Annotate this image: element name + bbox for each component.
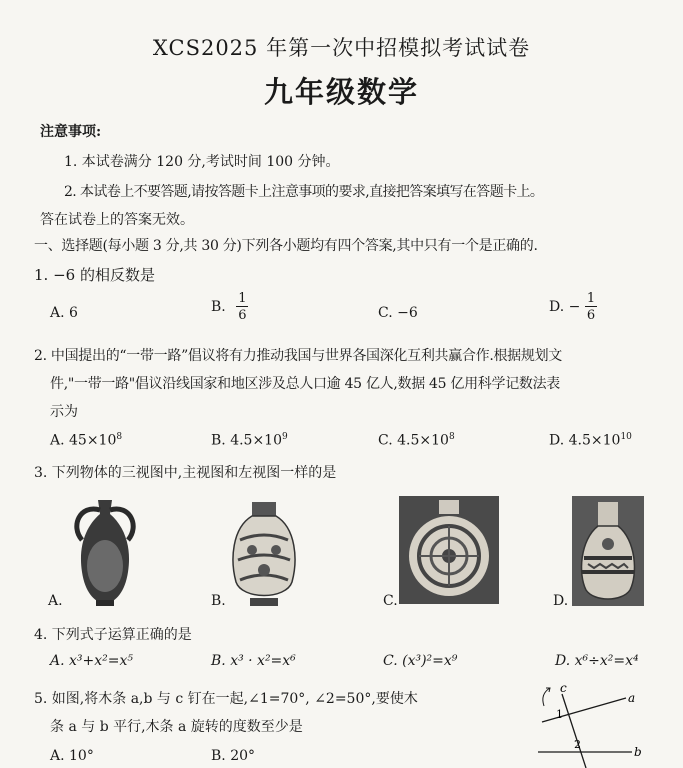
q2-option-d: [549, 432, 632, 449]
exam-subject: 九年级数学: [263, 75, 419, 109]
q1-option-d-label: D. −: [549, 299, 581, 315]
q2-option-a: [50, 432, 122, 449]
q4-option-b: B. x³ · x²=x⁶: [211, 653, 296, 669]
vase-b-image: [222, 500, 306, 608]
notice-item-2-cont: 答在试卷上的答案无效。: [40, 212, 194, 228]
q1-option-b-label: B.: [211, 299, 226, 315]
option-base: D. 4.5×10: [549, 432, 621, 449]
exam-title: XCS2025 年第一次中招模拟考试试卷: [152, 36, 531, 60]
option-base: B. 4.5×10: [211, 432, 282, 449]
notice-item-2: 2. 本试卷上不要答题,请按答题卡上注意事项的要求,直接把答案填写在答题卡上。: [64, 184, 544, 200]
notice-item-1: 1. 本试卷满分 120 分,考试时间 100 分钟。: [64, 154, 340, 170]
q2-option-c: [378, 432, 455, 449]
label-a: a: [628, 691, 636, 705]
vase-c-image: [399, 496, 499, 604]
q1-option-b-fraction: [236, 292, 248, 322]
q3-option-d: D.: [553, 593, 569, 609]
q1-option-c: C. −6: [378, 305, 418, 321]
fraction-denominator: 6: [238, 308, 247, 323]
q5-figure: [522, 680, 652, 768]
q2-option-b: [211, 432, 288, 449]
vase-d-image: [572, 496, 644, 606]
q1-option-a: A. 6: [50, 305, 78, 321]
option-exponent: 8: [448, 432, 455, 442]
q4-stem: 4. 下列式子运算正确的是: [34, 627, 192, 643]
q4-option-d: D. x⁶÷x²=x⁴: [555, 653, 639, 669]
label-b: b: [634, 745, 642, 759]
q5-option-b: B. 20°: [211, 748, 256, 764]
q3-stem: 3. 下列物体的三视图中,主视图和左视图一样的是: [34, 465, 337, 481]
option-base: C. 4.5×10: [378, 432, 449, 449]
q1-option-d-fraction: [585, 292, 597, 322]
fraction-numerator: 1: [586, 291, 596, 306]
q4-option-a: A. x³+x²=x⁵: [50, 653, 133, 669]
label-angle-1: 1: [556, 708, 563, 721]
notice-heading: 注意事项:: [40, 124, 102, 140]
q5-stem-line-1: 5. 如图,将木条 a,b 与 c 钉在一起,∠1=70°, ∠2=50°,要使木: [34, 691, 418, 707]
q4-option-c: C. (x³)²=x⁹: [383, 653, 458, 669]
q5-stem-line-2: 条 a 与 b 平行,木条 a 旋转的度数至少是: [50, 719, 303, 735]
line-c: [562, 694, 586, 768]
q1-stem: 1. −6 的相反数是: [34, 266, 155, 284]
label-angle-2: 2: [574, 738, 581, 751]
q2-stem-line-1: 2. 中国提出的“一带一路”倡议将有力推动我国与世界各国深化互利共赢合作.根据规划文: [34, 348, 562, 364]
q5-option-a: A. 10°: [50, 748, 94, 764]
option-exponent: 10: [620, 432, 632, 442]
line-a: [542, 698, 626, 722]
section-heading: 一、选择题(每小题 3 分,共 30 分)下列各小题均有四个答案,其中只有一个是正确的.: [34, 238, 538, 254]
option-base: A. 45×10: [50, 432, 117, 449]
q2-stem-line-3: 示为: [50, 404, 78, 420]
label-c: c: [560, 681, 567, 695]
q3-option-a: A.: [48, 593, 63, 609]
fraction-denominator: 6: [586, 308, 596, 323]
q1-option-b: [211, 292, 248, 322]
q2-stem-line-2: 件,"一带一路"倡议沿线国家和地区涉及总人口逾 45 亿人,数据 45 亿用科学记数法表: [50, 376, 561, 392]
vase-a-image: [62, 496, 148, 608]
option-exponent: 8: [116, 432, 123, 442]
fraction-numerator: 1: [238, 291, 247, 306]
option-exponent: 9: [282, 432, 288, 442]
q3-option-b: B.: [211, 593, 226, 609]
q3-option-c: C.: [383, 593, 398, 609]
q1-option-d: [549, 292, 597, 322]
